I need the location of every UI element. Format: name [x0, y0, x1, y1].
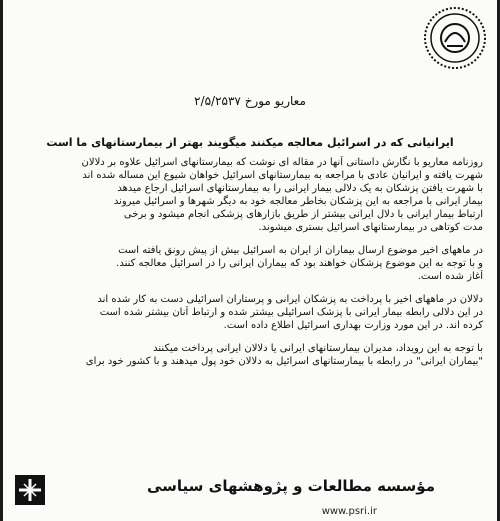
- website-url[interactable]: www.psri.ir: [321, 506, 377, 517]
- text-line: کرده اند. در این مورد وزارت بهداری اسرائیل اطلاع داده است.: [223, 320, 483, 331]
- text-line: دلالان در ماههای اخیر با پرداخت به پزشکان ایرانی و پرستاران اسرائیلی دست به کار شده اند: [97, 294, 483, 305]
- text-line: مدت کوتاهی در بیمارستانهای اسرائیل بستری میشوند.: [258, 222, 483, 233]
- document-date: معاریو مورخ ۲/۵/۲۵۳۷: [194, 94, 306, 108]
- paragraph: [17, 342, 483, 368]
- text-line: روزنامه معاریو با نگارش داستانی آنها در مقاله ای نوشت که بیمارستانهای اسرائیل علاوه بر دلالان: [81, 157, 483, 168]
- watermark-footer: [3, 473, 497, 521]
- paragraph: [17, 293, 483, 332]
- text-line: با توجه به این رویداد، مدیران بیمارستانهای ایرانی یا دلالان ایرانی پرداخت میکنند: [153, 343, 483, 354]
- text-line: در ماههای اخیر موضوع ارسال بیماران از ایران به اسرائیل بیش از پیش رونق یافته است: [118, 245, 483, 256]
- text-line: و با توجه به این موضوع پزشکان خواهند بود که بیماران ایرانی را در اسرائیل معالجه کنند.: [116, 258, 483, 269]
- document-body: [17, 156, 483, 368]
- text-line: "بیماران ایرانی" در رابطه با بیمارستانهای اسرائیل به دلالان خود پول میدهند و با کشور خود برای: [85, 356, 483, 367]
- psri-logo-icon: [15, 475, 45, 505]
- paragraph: [17, 244, 483, 283]
- text-line: ارتباط بیمار ایرانی با دلال ایرانی بیشتر از طریق بازارهای پزشکی انجام میشود و برخی: [123, 209, 483, 220]
- text-line: شهرت یافته و ایرانیان عادی با مراجعه به بیمارستانهای اسرائیل خواهان شیوع این مساله شده اند: [82, 170, 483, 181]
- text-line: بیمار ایرانی با مراجعه به این پزشکان بخاطر معالجه خود به دیگر شهرها و اسرائیل میروند: [113, 196, 483, 207]
- document-headline: ایرانیانی که در اسرائیل معالجه میکنند میگویند بهتر از بیمارستانهای ما است: [46, 136, 454, 149]
- organization-name: مؤسسه مطالعات و پژوهشهای سیاسی: [146, 477, 435, 495]
- text-line: آغاز شده است.: [417, 271, 483, 282]
- paragraph: [17, 156, 483, 234]
- emblem-seal-icon: [423, 6, 487, 70]
- text-line: با شهرت یافتن پزشکان به یک دلالی بیمار ایرانی را به بیمارستانهای اسرائیل ارجاع میدهد: [117, 183, 483, 194]
- text-line: در این دلالی رابطه بیمار ایرانی با پزشک اسرائیلی بیشتر شده و ارتباط آنان بیشتر شده است: [99, 307, 483, 318]
